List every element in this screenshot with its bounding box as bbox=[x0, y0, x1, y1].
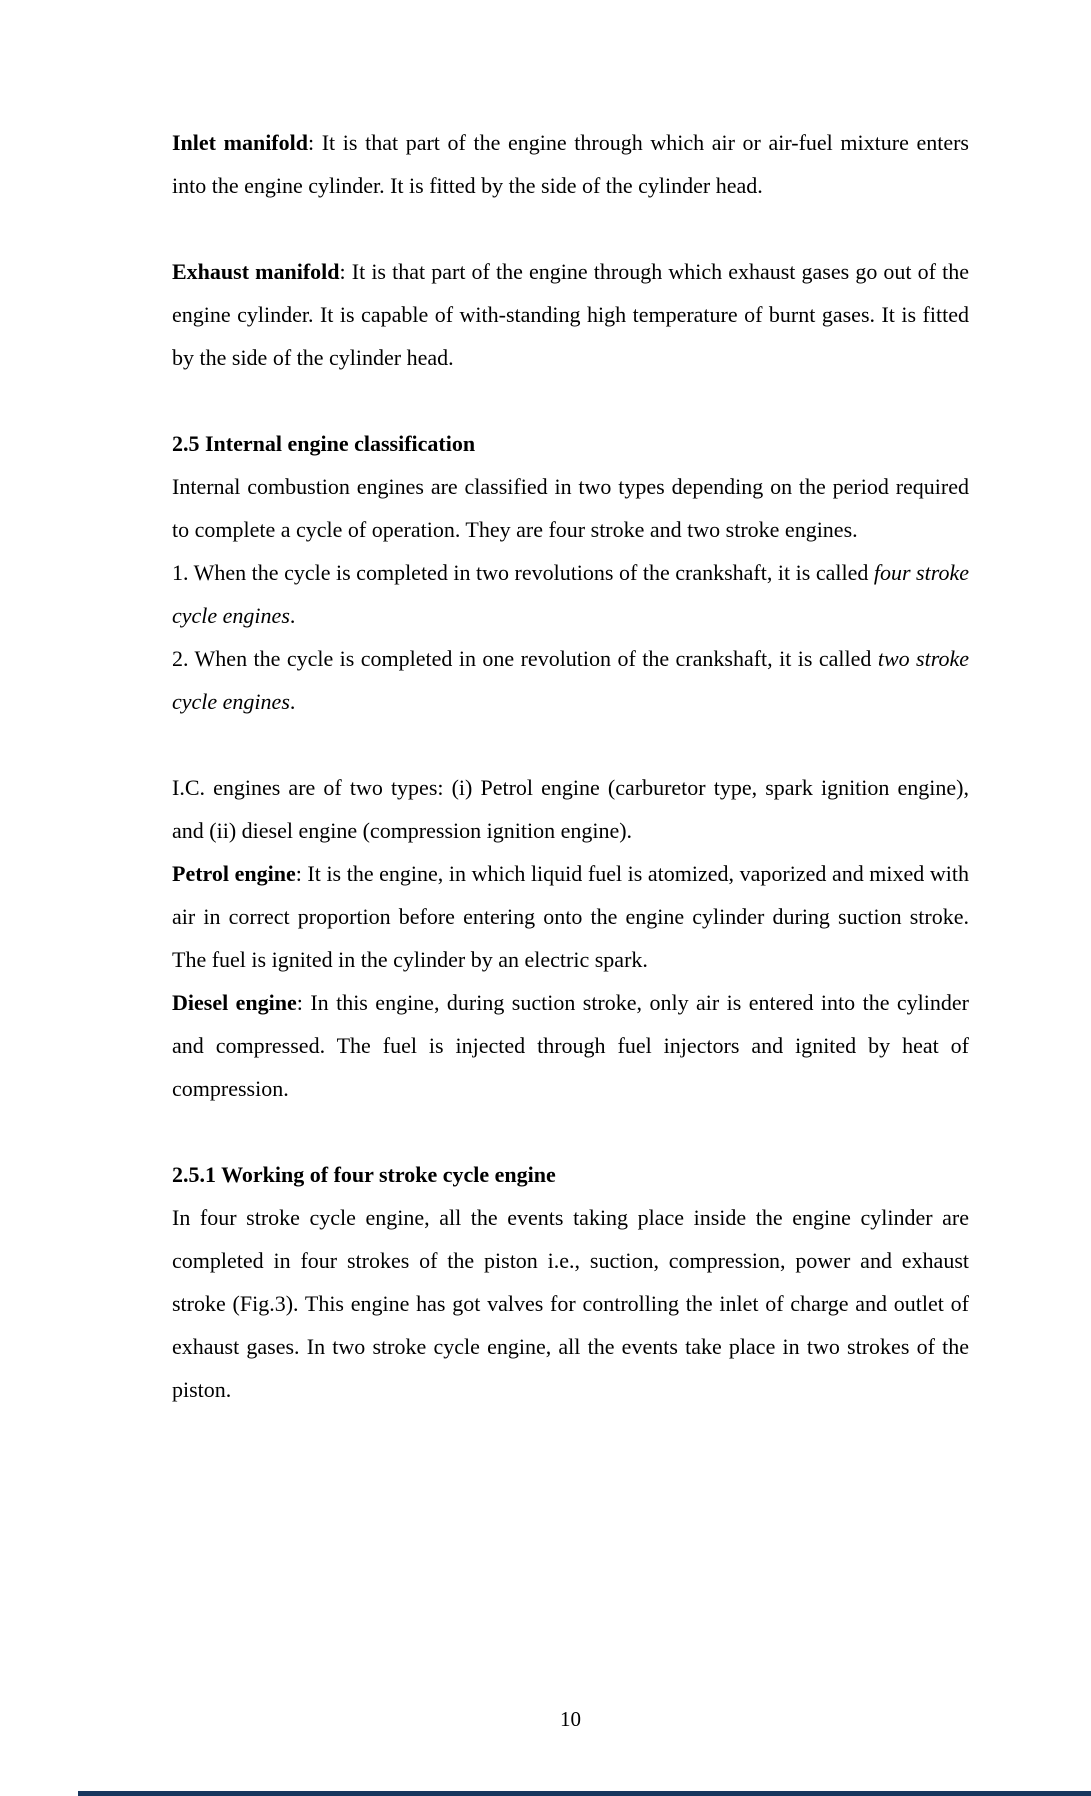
paragraph-inlet-manifold bbox=[172, 121, 969, 207]
list-item-two-stroke bbox=[172, 637, 969, 723]
bottom-edge-bar bbox=[78, 1791, 1091, 1796]
heading-working-four-stroke-cycle-engine: 2.5.1 Working of four stroke cycle engine bbox=[172, 1162, 556, 1187]
page-number: 10 bbox=[560, 1707, 581, 1731]
list-item-four-stroke-text: 1. When the cycle is completed in two revolutions of the crankshaft, it is called bbox=[172, 560, 874, 585]
paragraph-engine-classification: Internal combustion engines are classified in two types depending on the period required to complete a cycle of operation. They are four stroke and two stroke engines. bbox=[172, 474, 969, 542]
term-diesel-engine: Diesel engine bbox=[172, 990, 297, 1015]
term-exhaust-manifold: Exhaust manifold bbox=[172, 259, 340, 284]
list-item-two-stroke-text: 2. When the cycle is completed in one revolution of the crankshaft, it is called bbox=[172, 646, 878, 671]
list-item-four-stroke bbox=[172, 551, 969, 637]
paragraph-inlet-manifold-text: : It is that part of the engine through which air or air-fuel mixture enters into the engine cylinder. It is fitted by the side of the cylinder head. bbox=[172, 130, 969, 198]
paragraph-diesel-engine-text: : In this engine, during suction stroke, only air is entered into the cylinder and compressed. The fuel is injected through fuel injectors and ignited by heat of compression. bbox=[172, 990, 969, 1101]
list-item-four-stroke-period: . bbox=[289, 603, 296, 628]
paragraph-working-four-stroke: In four stroke cycle engine, all the events taking place inside the engine cylinder are completed in four strokes of the piston i.e., suction, compression, power and exhaust stroke (Fig.3). This engine has got valves for controlling the inlet of charge and outlet of exhaust gases. In two stroke cycle engine, all the events take place in two strokes of the piston. bbox=[172, 1205, 969, 1402]
paragraph-ic-engine-types: I.C. engines are of two types: (i) Petrol engine (carburetor type, spark ignition engine), and (ii) diesel engine (compression ignition engine). bbox=[172, 775, 969, 843]
paragraph-exhaust-manifold bbox=[172, 250, 969, 379]
paragraph-petrol-engine bbox=[172, 852, 969, 981]
paragraph-exhaust-manifold-text: : It is that part of the engine through which exhaust gases go out of the engine cylinder. It is capable of with-standing high temperature of burnt gases. It is fitted by the side of the cylinder head. bbox=[172, 259, 969, 370]
page-body-text bbox=[172, 121, 969, 1411]
term-petrol-engine: Petrol engine bbox=[172, 861, 296, 886]
term-inlet-manifold: Inlet manifold bbox=[172, 130, 308, 155]
emphasis-four-stroke-cycle-engines: four stroke cycle engines bbox=[172, 560, 970, 628]
heading-internal-engine-classification: 2.5 Internal engine classification bbox=[172, 431, 476, 456]
paragraph-diesel-engine bbox=[172, 981, 969, 1110]
paragraph-petrol-engine-text: : It is the engine, in which liquid fuel is atomized, vaporized and mixed with air in correct proportion before entering onto the engine cylinder during suction stroke. The fuel is ignited in the cylinder by an electric spark. bbox=[172, 861, 969, 972]
list-item-two-stroke-period: . bbox=[289, 689, 296, 714]
emphasis-two-stroke-cycle-engines: two stroke cycle engines bbox=[172, 646, 969, 714]
